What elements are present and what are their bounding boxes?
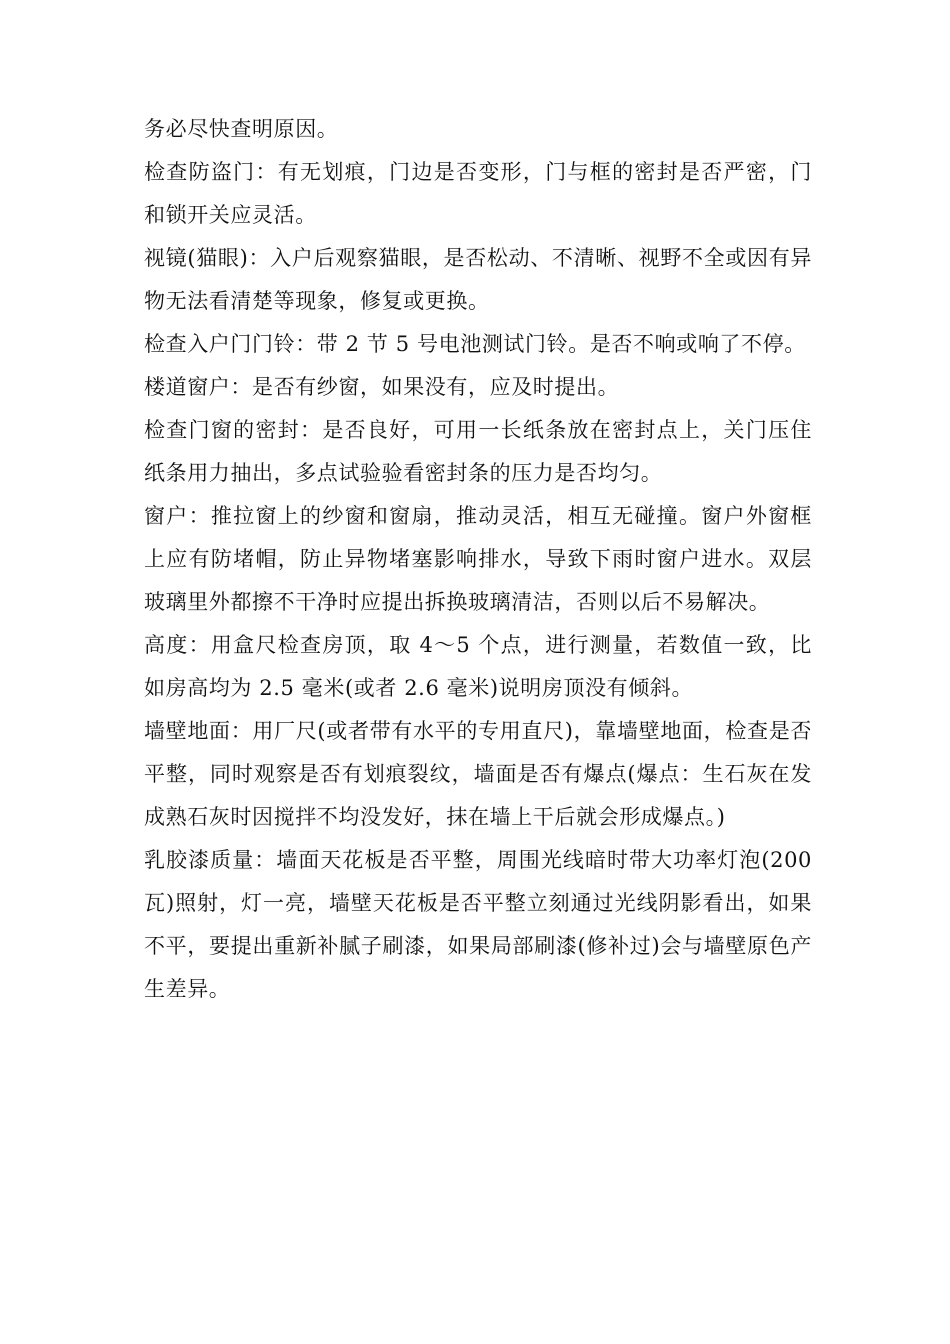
paragraph-wall-floor: 墙壁地面：用厂尺(或者带有水平的专用直尺)，靠墙壁地面，检查是否平整，同时观察是否有划痕裂纹，墙面是否有爆点(爆点：生石灰在发成熟石灰时因搅拌不均没发好，抹在墙上干后就会形成爆点。)	[144, 719, 812, 829]
paragraph-corridor-window: 楼道窗户：是否有纱窗，如果没有，应及时提出。	[144, 375, 620, 399]
paragraph-height: 高度：用盒尺检查房顶，取 4～5 个点，进行测量，若数值一致，比如房高均为 2.5 毫米(或者 2.6 毫米)说明房顶没有倾斜。	[144, 633, 812, 700]
paragraph-doorbell: 检查入户门门铃：带 2 节 5 号电池测试门铃。是否不响或响了不停。	[144, 332, 806, 356]
paragraph-continuation: 务必尽快查明原因。	[144, 117, 339, 141]
document-body	[144, 108, 812, 1011]
paragraph-latex-paint: 乳胶漆质量：墙面天花板是否平整，周围光线暗时带大功率灯泡(200瓦)照射，灯一亮，墙壁天花板是否平整立刻通过光线阴影看出，如果不平，要提出重新补腻子刷漆，如果局部刷漆(修补过)会与墙壁原色产生差异。	[144, 848, 812, 1001]
paragraph-windows: 窗户：推拉窗上的纱窗和窗扇，推动灵活，相互无碰撞。窗户外窗框上应有防堵帽，防止异物堵塞影响排水，导致下雨时窗户进水。双层玻璃里外都擦不干净时应提出拆换玻璃清洁，否则以后不易解决。	[144, 504, 812, 614]
paragraph-security-door: 检查防盗门：有无划痕，门边是否变形，门与框的密封是否严密，门和锁开关应灵活。	[144, 160, 812, 227]
paragraph-door-window-seal: 检查门窗的密封：是否良好，可用一长纸条放在密封点上，关门压住纸条用力抽出，多点试验验看密封条的压力是否均匀。	[144, 418, 812, 485]
paragraph-peephole: 视镜(猫眼)：入户后观察猫眼，是否松动、不清晰、视野不全或因有异物无法看清楚等现象，修复或更换。	[144, 246, 812, 313]
